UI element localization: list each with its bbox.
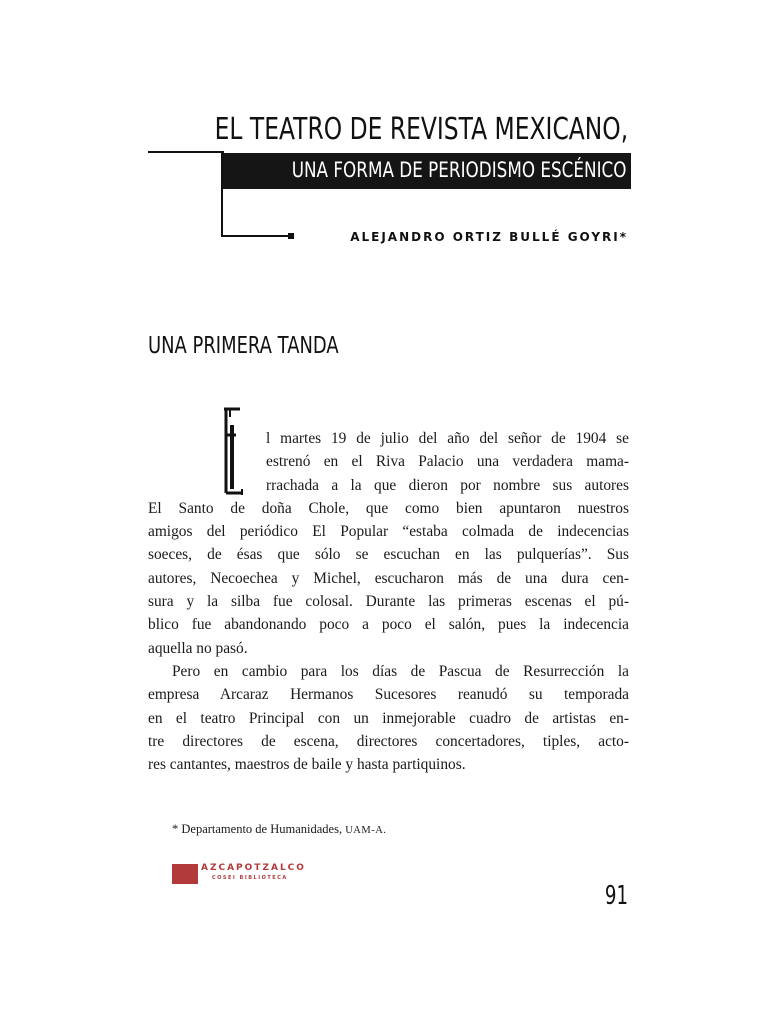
body-line: tre directores de escena, directores concertadores, tiples, acto- [148,732,629,750]
author-name: ALEJANDRO ORTIZ BULLÉ GOYRI* [350,230,628,244]
article-subtitle: UNA FORMA DE PERIODISMO ESCÉNICO [291,158,626,182]
body-line: rrachada a la que dieron por nombre sus autores [266,476,629,494]
title-rule-bottom [221,235,293,237]
body-line: El Santo de doña Chole, que como bien apuntaron nuestros [148,499,629,517]
body-line: sura y la silba fue colosal. Durante las primeras escenas el pú- [148,593,629,611]
body-line: en el teatro Principal con un inmejorable cuadro de artistas en- [148,709,629,727]
body-line: aquella no pasó. [148,639,248,657]
stamp-subtext: COSEI BIBLIOTECA [212,875,288,881]
body-line: estrenó en el Riva Palacio una verdadera mama- [266,453,629,471]
body-line: blico fue abandonando poco a poco el salón, pues la indecencia [148,616,629,634]
section-title: UNA PRIMERA TANDA [148,333,339,359]
footnote-institution: UAM-A. [345,825,387,836]
body-line: amigos del periódico El Popular “estaba colmada de indecencias [148,523,629,541]
body-line: autores, Necoechea y Michel, escucharon más de una dura cen- [148,569,629,587]
footnote-text: * Departamento de Humanidades, [172,822,346,836]
body-line: l martes 19 de julio del año del señor de 1904 se [266,430,629,447]
title-rule-left [148,151,224,153]
stamp-logo-icon [172,864,198,884]
stamp-text: AZCAPOTZALCO [201,863,306,873]
body-line: soeces, de ésas que sólo se escuchan en las pulquerías”. Sus [148,546,629,564]
article-title: EL TEATRO DE REVISTA MEXICANO, [214,112,628,147]
body-text [148,427,629,776]
footnote [172,822,386,837]
body-line: empresa Arcaraz Hermanos Sucesores reanudó su temporada [148,686,629,704]
page-number: 91 [604,881,628,911]
library-stamp [172,863,322,887]
title-rule-dot [288,233,294,239]
title-rule-vertical [221,151,223,237]
body-line: Pero en cambio para los días de Pascua de Resurrección la [172,662,629,680]
body-line: res cantantes, maestros de baile y hasta partiquinos. [148,756,466,774]
